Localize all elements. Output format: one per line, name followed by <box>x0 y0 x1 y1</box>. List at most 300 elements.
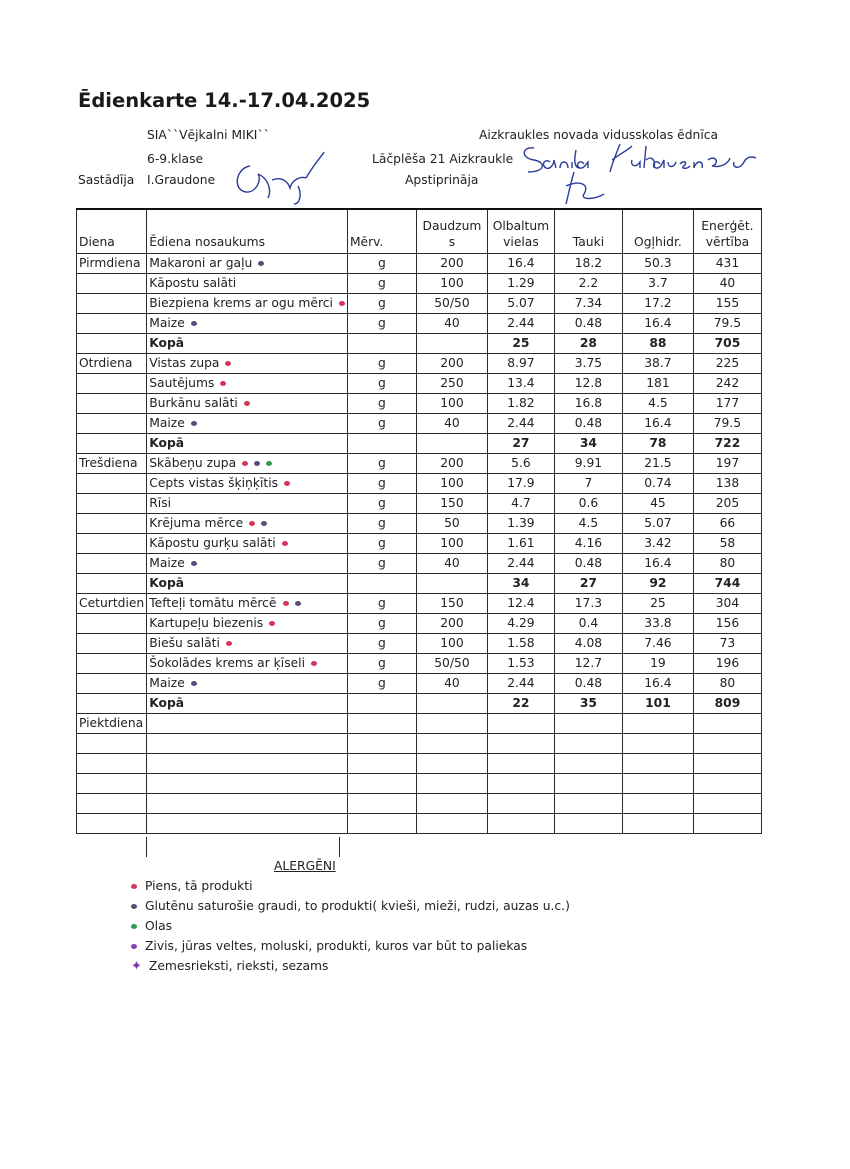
unit-cell: g <box>347 294 416 314</box>
table-row <box>77 594 762 614</box>
fat-cell: 4.16 <box>554 534 622 554</box>
unit-cell: g <box>347 394 416 414</box>
gluten-allergen-icon <box>191 681 197 686</box>
table-row <box>77 374 762 394</box>
milk-allergen-icon <box>284 481 290 486</box>
composer-signature <box>228 150 328 206</box>
energy-cell <box>693 794 761 814</box>
protein-cell <box>487 754 554 774</box>
dish-cell <box>147 294 348 314</box>
qty-cell: 40 <box>416 314 487 334</box>
dish-cell <box>147 434 348 454</box>
legend-label: Olas <box>145 919 173 933</box>
protein-cell: 34 <box>487 574 554 594</box>
qty-cell: 50/50 <box>416 294 487 314</box>
energy-cell: 156 <box>693 614 761 634</box>
unit-cell <box>347 794 416 814</box>
carbs-cell: 7.46 <box>622 634 693 654</box>
qty-cell: 40 <box>416 674 487 694</box>
fat-cell: 0.48 <box>554 554 622 574</box>
fat-cell: 2.2 <box>554 274 622 294</box>
carbs-cell: 101 <box>622 694 693 714</box>
energy-cell: 197 <box>693 454 761 474</box>
energy-cell: 155 <box>693 294 761 314</box>
dish-name: Kopā <box>149 576 185 590</box>
day-cell <box>77 414 147 434</box>
day-cell <box>77 614 147 634</box>
table-row <box>77 554 762 574</box>
legend-label: Zivis, jūras veltes, moluski, produkti, kuros var būt to paliekas <box>145 939 528 953</box>
total-row <box>77 334 762 354</box>
dish-name: Cepts vistas šķiņķītis <box>149 476 279 490</box>
table-row <box>77 674 762 694</box>
table-row <box>77 654 762 674</box>
qty-cell <box>416 694 487 714</box>
dish-cell <box>147 814 348 834</box>
milk-allergen-icon <box>225 361 231 366</box>
energy-cell: 73 <box>693 634 761 654</box>
dish-name: Burkānu salāti <box>149 396 238 410</box>
dish-cell <box>147 534 348 554</box>
dish-cell <box>147 494 348 514</box>
table-row <box>77 794 762 814</box>
protein-cell: 1.82 <box>487 394 554 414</box>
fat-cell: 27 <box>554 574 622 594</box>
fat-cell: 0.4 <box>554 614 622 634</box>
day-cell <box>77 694 147 714</box>
dish-name: Kāpostu salāti <box>149 276 237 290</box>
dish-cell <box>147 334 348 354</box>
dish-cell <box>147 734 348 754</box>
gluten-allergen-icon <box>191 421 197 426</box>
carbs-cell: 17.2 <box>622 294 693 314</box>
table-row <box>77 814 762 834</box>
gluten-allergen-icon <box>191 561 197 566</box>
day-cell: Piektdiena <box>77 714 147 734</box>
total-row <box>77 574 762 594</box>
unit-cell <box>347 814 416 834</box>
protein-cell: 1.39 <box>487 514 554 534</box>
dish-cell <box>147 674 348 694</box>
milk-allergen-icon <box>311 661 317 666</box>
protein-cell: 2.44 <box>487 674 554 694</box>
qty-cell: 100 <box>416 394 487 414</box>
energy-cell: 138 <box>693 474 761 494</box>
fat-cell: 4.5 <box>554 514 622 534</box>
energy-cell: 79.5 <box>693 314 761 334</box>
fat-cell: 4.08 <box>554 634 622 654</box>
gluten-allergen-icon <box>261 521 267 526</box>
unit-cell: g <box>347 494 416 514</box>
unit-cell: g <box>347 554 416 574</box>
col-header-unit: Mērv. <box>347 209 416 254</box>
dish-name: Vistas zupa <box>149 356 220 370</box>
unit-cell: g <box>347 514 416 534</box>
qty-cell <box>416 814 487 834</box>
fat-cell <box>554 734 622 754</box>
unit-cell: g <box>347 274 416 294</box>
legend-item-gluten <box>131 899 570 913</box>
day-cell <box>77 374 147 394</box>
qty-cell: 100 <box>416 534 487 554</box>
protein-cell: 13.4 <box>487 374 554 394</box>
unit-cell <box>347 774 416 794</box>
day-cell <box>77 394 147 414</box>
dish-name: Maize <box>149 676 185 690</box>
fat-cell <box>554 754 622 774</box>
unit-cell: g <box>347 254 416 274</box>
legend-label: Zemesrieksti, rieksti, sezams <box>148 959 329 973</box>
qty-cell: 200 <box>416 454 487 474</box>
protein-cell: 2.44 <box>487 414 554 434</box>
dish-name: Maize <box>149 556 185 570</box>
dish-cell <box>147 594 348 614</box>
carbs-cell: 88 <box>622 334 693 354</box>
unit-cell: g <box>347 674 416 694</box>
protein-cell: 16.4 <box>487 254 554 274</box>
legend-label: Piens, tā produkti <box>145 879 253 893</box>
unit-cell: g <box>347 534 416 554</box>
carbs-cell <box>622 814 693 834</box>
day-cell <box>77 814 147 834</box>
dish-name: Kopā <box>149 436 185 450</box>
dish-cell <box>147 654 348 674</box>
unit-cell: g <box>347 454 416 474</box>
fat-cell <box>554 714 622 734</box>
fat-cell: 0.48 <box>554 414 622 434</box>
qty-cell <box>416 734 487 754</box>
unit-cell: g <box>347 634 416 654</box>
legend-item-nuts <box>131 959 328 974</box>
day-cell <box>77 514 147 534</box>
energy-cell: 304 <box>693 594 761 614</box>
fat-cell: 0.6 <box>554 494 622 514</box>
company-name: SIA``Vējkalni MIKI`` <box>147 128 270 142</box>
gluten-allergen-icon <box>191 321 197 326</box>
day-cell <box>77 334 147 354</box>
table-row <box>77 274 762 294</box>
qty-cell: 40 <box>416 414 487 434</box>
dish-cell <box>147 354 348 374</box>
energy-cell: 722 <box>693 434 761 454</box>
dish-cell <box>147 314 348 334</box>
table-row <box>77 414 762 434</box>
carbs-cell <box>622 734 693 754</box>
carbs-cell: 3.7 <box>622 274 693 294</box>
qty-cell: 100 <box>416 474 487 494</box>
col-header-carbs: Ogļhidr. <box>622 209 693 254</box>
page-title: Ēdienkarte 14.-17.04.2025 <box>78 89 371 112</box>
table-row <box>77 454 762 474</box>
unit-cell: g <box>347 414 416 434</box>
carbs-cell: 4.5 <box>622 394 693 414</box>
milk-allergen-icon <box>249 521 255 526</box>
col-header-day: Diena <box>77 209 147 254</box>
dish-name: Biešu salāti <box>149 636 220 650</box>
energy-cell: 431 <box>693 254 761 274</box>
milk-allergen-icon <box>242 461 248 466</box>
qty-cell <box>416 794 487 814</box>
legend-item-eggs <box>131 919 172 933</box>
approver-signature <box>520 138 780 210</box>
protein-cell <box>487 814 554 834</box>
table-row <box>77 294 762 314</box>
qty-cell: 50/50 <box>416 654 487 674</box>
qty-cell: 100 <box>416 274 487 294</box>
fish-allergen-icon <box>131 944 137 949</box>
dish-cell <box>147 414 348 434</box>
unit-cell <box>347 734 416 754</box>
energy-cell: 66 <box>693 514 761 534</box>
day-cell <box>77 294 147 314</box>
protein-cell: 1.53 <box>487 654 554 674</box>
table-header-row <box>77 209 762 254</box>
fat-cell: 34 <box>554 434 622 454</box>
composed-by-label: Sastādīja <box>78 173 135 187</box>
dish-cell <box>147 574 348 594</box>
milk-allergen-icon <box>226 641 232 646</box>
protein-cell: 4.29 <box>487 614 554 634</box>
day-cell <box>77 554 147 574</box>
carbs-cell <box>622 754 693 774</box>
unit-cell: g <box>347 654 416 674</box>
protein-cell: 8.97 <box>487 354 554 374</box>
dish-name: Maize <box>149 416 185 430</box>
carbs-cell: 19 <box>622 654 693 674</box>
gluten-allergen-icon <box>131 904 137 909</box>
fat-cell: 35 <box>554 694 622 714</box>
dish-cell <box>147 454 348 474</box>
fat-cell: 9.91 <box>554 454 622 474</box>
dish-name: Kopā <box>149 696 185 710</box>
dish-cell <box>147 794 348 814</box>
protein-cell <box>487 794 554 814</box>
day-cell <box>77 314 147 334</box>
qty-cell: 200 <box>416 614 487 634</box>
dish-name: Makaroni ar gaļu <box>149 256 253 270</box>
energy-cell <box>693 774 761 794</box>
day-cell: Trešdiena <box>77 454 147 474</box>
energy-cell: 80 <box>693 554 761 574</box>
protein-cell: 2.44 <box>487 314 554 334</box>
fat-cell: 16.8 <box>554 394 622 414</box>
fat-cell: 28 <box>554 334 622 354</box>
table-row <box>77 474 762 494</box>
milk-allergen-icon <box>339 301 345 306</box>
table-stub-line <box>339 837 340 857</box>
fat-cell: 7 <box>554 474 622 494</box>
gluten-allergen-icon <box>258 261 264 266</box>
col-header-dish: Ēdiena nosaukums <box>147 209 348 254</box>
day-cell <box>77 534 147 554</box>
energy-cell: 40 <box>693 274 761 294</box>
milk-allergen-icon <box>220 381 226 386</box>
fat-cell <box>554 814 622 834</box>
dish-name: Sautējums <box>149 376 215 390</box>
protein-cell: 1.29 <box>487 274 554 294</box>
col-header-protein: Olbaltum vielas <box>487 209 554 254</box>
table-row <box>77 774 762 794</box>
protein-cell <box>487 714 554 734</box>
qty-cell: 200 <box>416 354 487 374</box>
day-cell <box>77 754 147 774</box>
fat-cell: 7.34 <box>554 294 622 314</box>
carbs-cell: 45 <box>622 494 693 514</box>
carbs-cell <box>622 794 693 814</box>
carbs-cell <box>622 714 693 734</box>
energy-cell: 177 <box>693 394 761 414</box>
carbs-cell: 38.7 <box>622 354 693 374</box>
energy-cell <box>693 714 761 734</box>
day-cell <box>77 734 147 754</box>
unit-cell <box>347 754 416 774</box>
unit-cell: g <box>347 314 416 334</box>
dish-cell <box>147 554 348 574</box>
table-row <box>77 614 762 634</box>
eggs-allergen-icon <box>131 924 137 929</box>
table-row <box>77 394 762 414</box>
energy-cell: 196 <box>693 654 761 674</box>
dish-cell <box>147 714 348 734</box>
qty-cell <box>416 574 487 594</box>
dish-cell <box>147 374 348 394</box>
qty-cell <box>416 774 487 794</box>
milk-allergen-icon <box>269 621 275 626</box>
milk-allergen-icon <box>244 401 250 406</box>
qty-cell: 250 <box>416 374 487 394</box>
table-body <box>77 254 762 834</box>
total-row <box>77 694 762 714</box>
qty-cell: 200 <box>416 254 487 274</box>
col-header-qty: Daudzum s <box>416 209 487 254</box>
dish-name: Kartupeļu biezenis <box>149 616 264 630</box>
dish-cell <box>147 274 348 294</box>
dish-name: Šokolādes krems ar ķīseli <box>149 656 306 670</box>
unit-cell: g <box>347 354 416 374</box>
table-row <box>77 314 762 334</box>
nuts-allergen-icon: ✦ <box>131 959 142 974</box>
dish-name: Rīsi <box>149 496 172 510</box>
energy-cell: 705 <box>693 334 761 354</box>
dish-cell <box>147 614 348 634</box>
legend-label: Glutēnu saturošie graudi, to produkti( kvieši, mieži, rudzi, auzas u.c.) <box>145 899 570 913</box>
carbs-cell: 16.4 <box>622 554 693 574</box>
table-row <box>77 754 762 774</box>
table-row <box>77 734 762 754</box>
grade-label: 6-9.klase <box>147 152 204 166</box>
protein-cell: 4.7 <box>487 494 554 514</box>
energy-cell <box>693 754 761 774</box>
day-cell: Pirmdiena <box>77 254 147 274</box>
table-stub-line <box>146 837 147 857</box>
dish-name: Biezpiena krems ar ogu mērci <box>149 296 333 310</box>
qty-cell: 150 <box>416 494 487 514</box>
energy-cell <box>693 814 761 834</box>
qty-cell: 50 <box>416 514 487 534</box>
day-cell <box>77 474 147 494</box>
carbs-cell: 33.8 <box>622 614 693 634</box>
legend-item-milk <box>131 879 252 893</box>
energy-cell: 809 <box>693 694 761 714</box>
milk-allergen-icon <box>131 884 137 889</box>
energy-cell: 744 <box>693 574 761 594</box>
day-cell: Otrdiena <box>77 354 147 374</box>
dish-cell <box>147 514 348 534</box>
unit-cell <box>347 434 416 454</box>
unit-cell: g <box>347 374 416 394</box>
protein-cell: 1.58 <box>487 634 554 654</box>
day-cell <box>77 574 147 594</box>
dish-name: Maize <box>149 316 185 330</box>
table-row <box>77 254 762 274</box>
protein-cell: 22 <box>487 694 554 714</box>
fat-cell: 3.75 <box>554 354 622 374</box>
energy-cell: 58 <box>693 534 761 554</box>
fat-cell: 0.48 <box>554 314 622 334</box>
fat-cell: 12.8 <box>554 374 622 394</box>
unit-cell <box>347 694 416 714</box>
qty-cell <box>416 434 487 454</box>
day-cell <box>77 774 147 794</box>
milk-allergen-icon <box>282 541 288 546</box>
allergens-title: ALERGĒNI <box>274 859 336 873</box>
unit-cell <box>347 714 416 734</box>
gluten-allergen-icon <box>254 461 260 466</box>
carbs-cell: 0.74 <box>622 474 693 494</box>
energy-cell: 242 <box>693 374 761 394</box>
dish-name: Krējuma mērce <box>149 516 244 530</box>
carbs-cell: 16.4 <box>622 674 693 694</box>
approved-label: Apstiprināja <box>405 173 479 187</box>
protein-cell: 27 <box>487 434 554 454</box>
carbs-cell: 78 <box>622 434 693 454</box>
qty-cell: 150 <box>416 594 487 614</box>
energy-cell: 80 <box>693 674 761 694</box>
protein-cell: 12.4 <box>487 594 554 614</box>
qty-cell <box>416 334 487 354</box>
unit-cell: g <box>347 614 416 634</box>
fat-cell: 12.7 <box>554 654 622 674</box>
dish-cell <box>147 774 348 794</box>
protein-cell: 2.44 <box>487 554 554 574</box>
gluten-allergen-icon <box>295 601 301 606</box>
carbs-cell: 181 <box>622 374 693 394</box>
day-cell <box>77 654 147 674</box>
carbs-cell: 92 <box>622 574 693 594</box>
fat-cell <box>554 794 622 814</box>
dish-name: Tefteļi tomātu mērcē <box>149 596 277 610</box>
day-cell <box>77 674 147 694</box>
table-row <box>77 534 762 554</box>
qty-cell <box>416 714 487 734</box>
dish-name: Kāpostu gurķu salāti <box>149 536 276 550</box>
carbs-cell <box>622 774 693 794</box>
table-row <box>77 354 762 374</box>
carbs-cell: 25 <box>622 594 693 614</box>
composer-name: I.Graudone <box>147 173 216 187</box>
carbs-cell: 5.07 <box>622 514 693 534</box>
qty-cell <box>416 754 487 774</box>
day-cell <box>77 434 147 454</box>
day-cell <box>77 274 147 294</box>
milk-allergen-icon <box>283 601 289 606</box>
dish-cell <box>147 634 348 654</box>
carbs-cell: 16.4 <box>622 314 693 334</box>
energy-cell: 79.5 <box>693 414 761 434</box>
energy-cell: 225 <box>693 354 761 374</box>
unit-cell: g <box>347 594 416 614</box>
fat-cell: 17.3 <box>554 594 622 614</box>
